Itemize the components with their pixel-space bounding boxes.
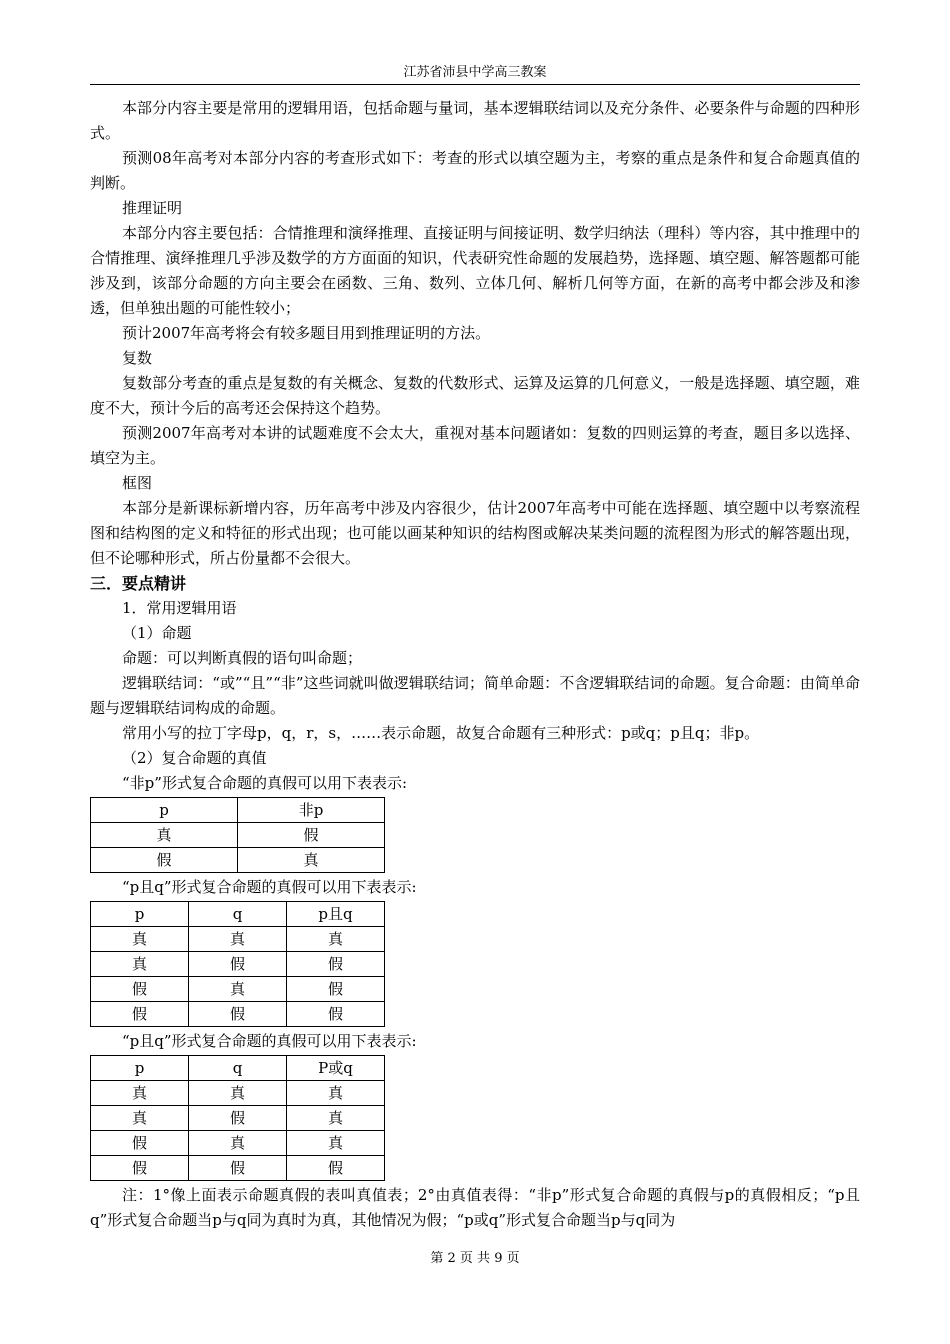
table-header-cell: p [91,1056,189,1081]
subheading: 1．常用逻辑用语 [122,599,237,617]
page-footer: 第 2 页 共 9 页 [430,1251,520,1266]
table-cell: 假 [287,1002,385,1027]
note-paragraph: 注：1°像上面表示命题真假的表叫真值表；2°由真值表得：“非p”形式复合命题的真假与p的真假相反；“p且q”形式复合命题当p与q同为真时为真，其他情况为假；“p或q”形式复合命题当p与q同为 [90,1186,860,1229]
definition: 命题：可以判断真假的语句叫命题； [122,649,363,667]
table-caption-not: “非p”形式复合命题的真假可以用下表表示: [122,774,407,792]
page-content [90,96,860,1233]
table-cell: 真 [287,1131,385,1156]
definition: 常用小写的拉丁字母p，q，r，s，……表示命题，故复合命题有三种形式：p或q；p且q；非p。 [122,724,760,742]
section-heading: 三．要点精讲 [90,574,187,593]
table-cell: 假 [287,952,385,977]
table-cell: 真 [287,927,385,952]
table-cell: 真 [91,1106,189,1131]
table-cell: 假 [91,1002,189,1027]
table-cell: 真 [189,1131,287,1156]
table-row [91,848,385,873]
table-header-cell: p [91,902,189,927]
paragraph: 复数部分考查的重点是复数的有关概念、复数的代数形式、运算及运算的几何意义，一般是选择题、填空题，难度不大，预计今后的高考还会保持这个趋势。 [90,374,860,417]
table-row [91,952,385,977]
paragraph: 预测2007年高考对本讲的试题难度不会太大，重视对基本问题诸如：复数的四则运算的考查，题目多以选择、填空为主。 [90,424,860,467]
table-header-cell: p且q [287,902,385,927]
table-row [91,1156,385,1181]
definition: 逻辑联结词：“或”“且”“非”这些词就叫做逻辑联结词；简单命题：不含逻辑联结词的命题。复合命题：由简单命题与逻辑联结词构成的命题。 [90,674,860,717]
table-row [91,823,385,848]
table-cell: 真 [189,1081,287,1106]
table-cell: 假 [238,823,385,848]
table-cell: 假 [91,1131,189,1156]
table-caption-and: “p且q”形式复合命题的真假可以用下表表示: [122,878,417,896]
table-header-cell: 非p [238,798,385,823]
table-row [91,1106,385,1131]
table-header-row [91,1056,385,1081]
page-header: 江苏省沛县中学高三教案 [403,65,547,80]
table-cell: 假 [91,1156,189,1181]
table-header-cell: p [91,798,238,823]
subheading: （2）复合命题的真值 [122,749,267,767]
table-header-row [91,902,385,927]
header-rule [90,84,860,85]
table-cell: 假 [287,1156,385,1181]
table-cell: 假 [189,1156,287,1181]
table-cell: 真 [91,823,238,848]
paragraph: 本部分内容主要是常用的逻辑用语，包括命题与量词，基本逻辑联结词以及充分条件、必要条件与命题的四种形式。 [90,99,860,142]
table-row [91,927,385,952]
topic-heading: 复数 [122,349,153,367]
table-header-row [91,798,385,823]
paragraph: 本部分是新课标新增内容，历年高考中涉及内容很少，估计2007年高考中可能在选择题、填空题中以考察流程图和结构图的定义和特征的形式出现；也可能以画某种知识的结构图或解决某类问题的流程图为形式的解答题出现，但不论哪种形式，所占份量都不会很大。 [90,499,860,567]
table-cell: 假 [91,977,189,1002]
truth-table-or [90,1055,385,1181]
table-cell: 真 [287,1106,385,1131]
truth-table-and [90,901,385,1027]
table-caption-or: “p且q”形式复合命题的真假可以用下表表示: [122,1032,417,1050]
table-cell: 真 [91,952,189,977]
table-cell: 真 [91,927,189,952]
paragraph: 预计2007年高考将会有较多题目用到推理证明的方法。 [122,324,491,342]
table-header-cell: q [189,1056,287,1081]
paragraph: 预测08年高考对本部分内容的考查形式如下：考查的形式以填空题为主，考察的重点是条件和复合命题真值的判断。 [90,149,860,192]
table-row [91,1002,385,1027]
table-row [91,977,385,1002]
table-cell: 假 [287,977,385,1002]
table-row [91,1081,385,1106]
table-cell: 假 [189,1106,287,1131]
table-cell: 真 [287,1081,385,1106]
table-header-cell: P或q [287,1056,385,1081]
topic-heading: 框图 [122,474,153,492]
table-cell: 假 [189,1002,287,1027]
table-cell: 假 [91,848,238,873]
paragraph: 本部分内容主要包括：合情推理和演绎推理、直接证明与间接证明、数学归纳法（理科）等内容，其中推理中的合情推理、演绎推理几乎涉及数学的方方面面的知识，代表研究性命题的发展趋势，选择题、填空题、解答题都可能涉及到，该部分命题的方向主要会在函数、三角、数列、立体几何、解析几何等方面，在新的高考中都会涉及和渗透，但单独出题的可能性较小； [90,224,860,317]
table-cell: 假 [189,952,287,977]
table-row [91,1131,385,1156]
table-cell: 真 [189,927,287,952]
subheading: （1）命题 [122,624,192,642]
truth-table-not [90,797,385,873]
table-header-cell: q [189,902,287,927]
topic-heading: 推理证明 [122,199,183,217]
table-cell: 真 [238,848,385,873]
table-cell: 真 [189,977,287,1002]
table-cell: 真 [91,1081,189,1106]
